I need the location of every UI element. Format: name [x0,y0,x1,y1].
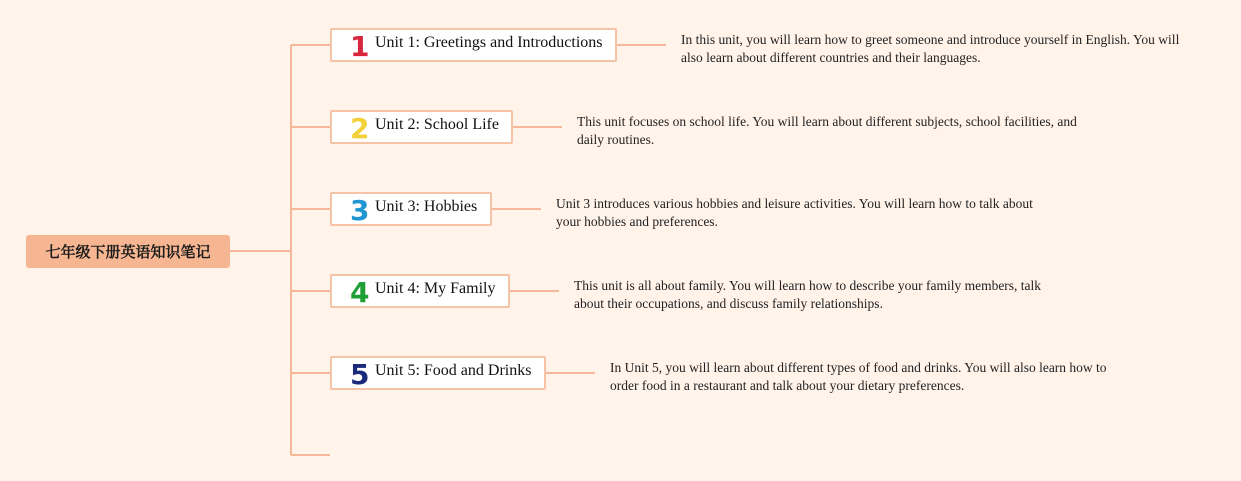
unit-description: Unit 3 introduces various hobbies and leisure activities. You will learn how to talk about your hobbies and preferences. [556,196,1033,229]
number-2-icon: 2 [350,112,370,145]
unit-title: Unit 1: Greetings and Introductions [375,34,603,51]
root-title: 七年级下册英语知识笔记 [45,243,211,261]
unit-title: Unit 4: My Family [375,280,496,297]
unit-node-2[interactable] [330,110,513,144]
unit-title: Unit 5: Food and Drinks [375,362,532,379]
unit-node-4[interactable] [330,274,510,308]
root-node[interactable] [26,235,230,268]
unit-title: Unit 2: School Life [375,116,499,133]
unit-description: This unit is all about family. You will learn how to describe your family members, talk about their occupations, and discuss family relationships. [574,278,1042,311]
unit-title: Unit 3: Hobbies [375,198,478,215]
number-5-icon: 5 [350,358,370,391]
number-4-icon: 4 [350,276,370,309]
number-3-icon: 3 [350,194,370,227]
unit-node-1[interactable] [330,28,617,62]
number-1-icon: 1 [350,30,370,63]
unit-description: This unit focuses on school life. You will learn about different subjects, school facilities, and daily routines. [577,114,1077,147]
unit-node-5[interactable] [330,356,546,390]
unit-description: In Unit 5, you will learn about different types of food and drinks. You will also learn how to order food in a restaurant and talk about your dietary preferences. [610,360,1107,393]
unit-node-3[interactable] [330,192,492,226]
unit-description: In this unit, you will learn how to greet someone and introduce yourself in English. You will also learn about different countries and their languages. [681,32,1180,65]
